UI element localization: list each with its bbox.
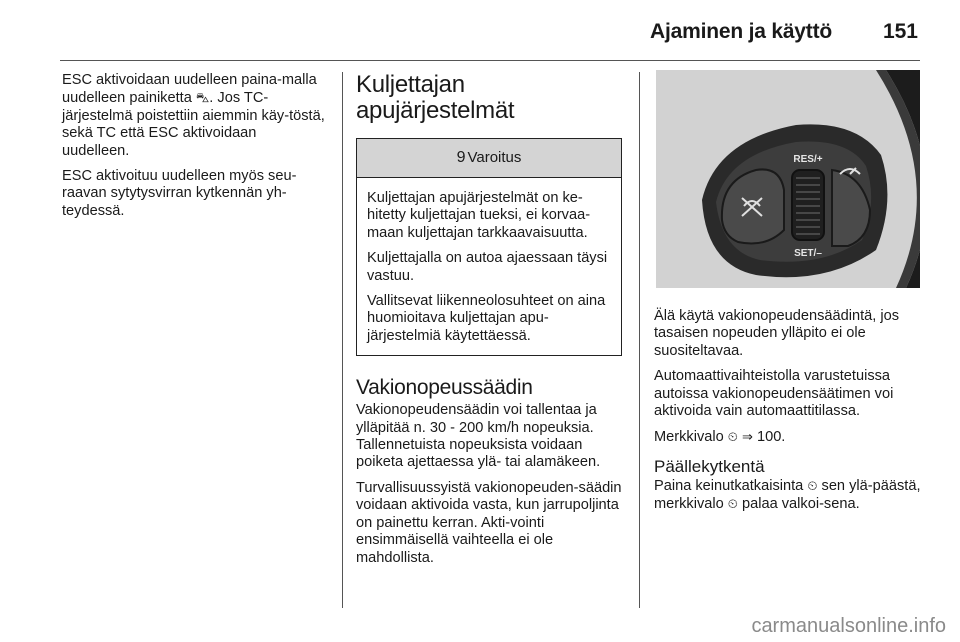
- page-header-title: Ajaminen ja käyttö: [650, 20, 832, 43]
- column-divider-right: [639, 72, 640, 608]
- warning-header: [357, 139, 621, 178]
- column-1: [62, 72, 326, 228]
- res-label: RES/+: [793, 154, 823, 165]
- esc-reactivate-paragraph: ESC aktivoidaan uudelleen paina-malla uudelleen painiketta ⛍. Jos TC-järjestelmä poistettiin aiemmin käy-töstä, sekä TC että ESC aktivoidaan uudelleen.: [62, 72, 325, 159]
- header-rule: [60, 60, 920, 61]
- esc-ignition-paragraph: ESC aktivoituu uudelleen myös seu-raavan sytytysvirran kytkennän yh-teydessä.: [62, 168, 297, 219]
- automatic-paragraph: Automaattivaihteistolla varustetuissa autoissa vakionopeudensäätimen voi aktivoida vain automaattitilassa.: [654, 368, 894, 420]
- cruise-control-icon: ⏲: [807, 477, 818, 493]
- cruise-safety-paragraph: Turvallisuussyistä vakionopeuden-säädin voidaan aktivoida vasta, kun jarrupoljinta on painettu kerran. Akti-vointi ensimmäisellä vaihteella ei ole mahdollista.: [356, 479, 622, 566]
- warning-body: [357, 178, 621, 355]
- subsection-title: Vakionopeussäädin: [356, 376, 533, 400]
- warning-paragraph: Kuljettajan apujärjestelmät on ke-hitetty kuljettajan tueksi, ei korvaa-maan kuljettajan tarkkaavaisuutta.: [367, 190, 591, 241]
- indicator-paragraph: Merkkivalo ⏲ ⇒ 100.: [654, 429, 786, 446]
- traction-control-off-icon: ⛍: [195, 90, 210, 106]
- watermark: carmanualsonline.info: [751, 615, 946, 637]
- cruise-advice-paragraph: Älä käytä vakionopeudensäädintä, jos tasaisen nopeuden ylläpito ei ole suositeltavaa.: [654, 308, 900, 359]
- steering-wheel-controls-figure: [656, 70, 920, 288]
- warning-icon: 9: [456, 149, 466, 167]
- warning-box: [356, 138, 622, 356]
- warning-title: Varoitus: [467, 149, 522, 167]
- activation-paragraph: Paina keinutkatkaisinta ⏲ sen ylä-päästä, merkkivalo ⏲ palaa valkoi-sena.: [654, 477, 921, 513]
- page-reference-arrow-icon: ⇒: [742, 429, 753, 445]
- column-2: [356, 72, 624, 575]
- warning-paragraph: Vallitsevat liikenneolosuhteet on aina huomioitava kuljettajan apu-järjestelmiä käytettäessä.: [367, 293, 606, 344]
- column-divider-left: [342, 72, 343, 608]
- cruise-control-icon: ⏲: [727, 429, 738, 445]
- section-title: Kuljettajan apujärjestelmät: [356, 71, 515, 124]
- column-3: [654, 70, 924, 522]
- subsub-title: Päällekytkentä: [654, 456, 765, 476]
- warning-paragraph: Kuljettajalla on autoa ajaessaan täysi vastuu.: [367, 250, 608, 284]
- page-number: 151: [882, 20, 918, 43]
- set-label: SET/–: [794, 248, 822, 259]
- cruise-control-icon: ⏲: [727, 496, 738, 512]
- cruise-speed-paragraph: Vakionopeudensäädin voi tallentaa ja ylläpitää n. 30 - 200 km/h nopeuksia. Tallennetuista nopeuksista voidaan poiketa ajettaessa ylä- tai alamäkeen.: [356, 402, 601, 471]
